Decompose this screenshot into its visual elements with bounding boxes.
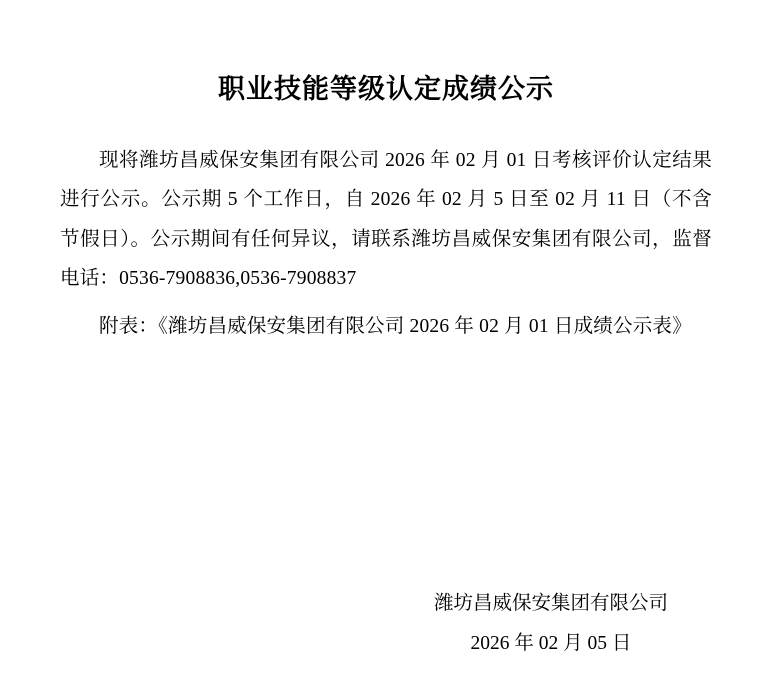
signature-date: 2026 年 02 月 05 日 <box>470 632 632 654</box>
signature-block <box>434 584 668 663</box>
signature-organization: 潍坊昌威保安集团有限公司 <box>433 593 668 615</box>
document-body <box>60 141 712 346</box>
paragraph-notice: 现将潍坊昌威保安集团有限公司 2026 年 02 月 01 日考核评价认定结果进行公示。公示期 5 个工作日，自 2026 年 02 月 5 日至 02 月 11 日（不含节假日）。公示期间有任何异议，请联系潍坊昌威保安集团有限公司，监督电话：0536-7908836,0536-7908837 <box>60 150 712 290</box>
document-page <box>0 72 772 687</box>
paragraph-attachment: 附表：《潍坊昌威保安集团有限公司 2026 年 02 月 01 日成绩公示表》 <box>99 315 692 337</box>
page-title: 职业技能等级认定成绩公示 <box>218 74 554 104</box>
